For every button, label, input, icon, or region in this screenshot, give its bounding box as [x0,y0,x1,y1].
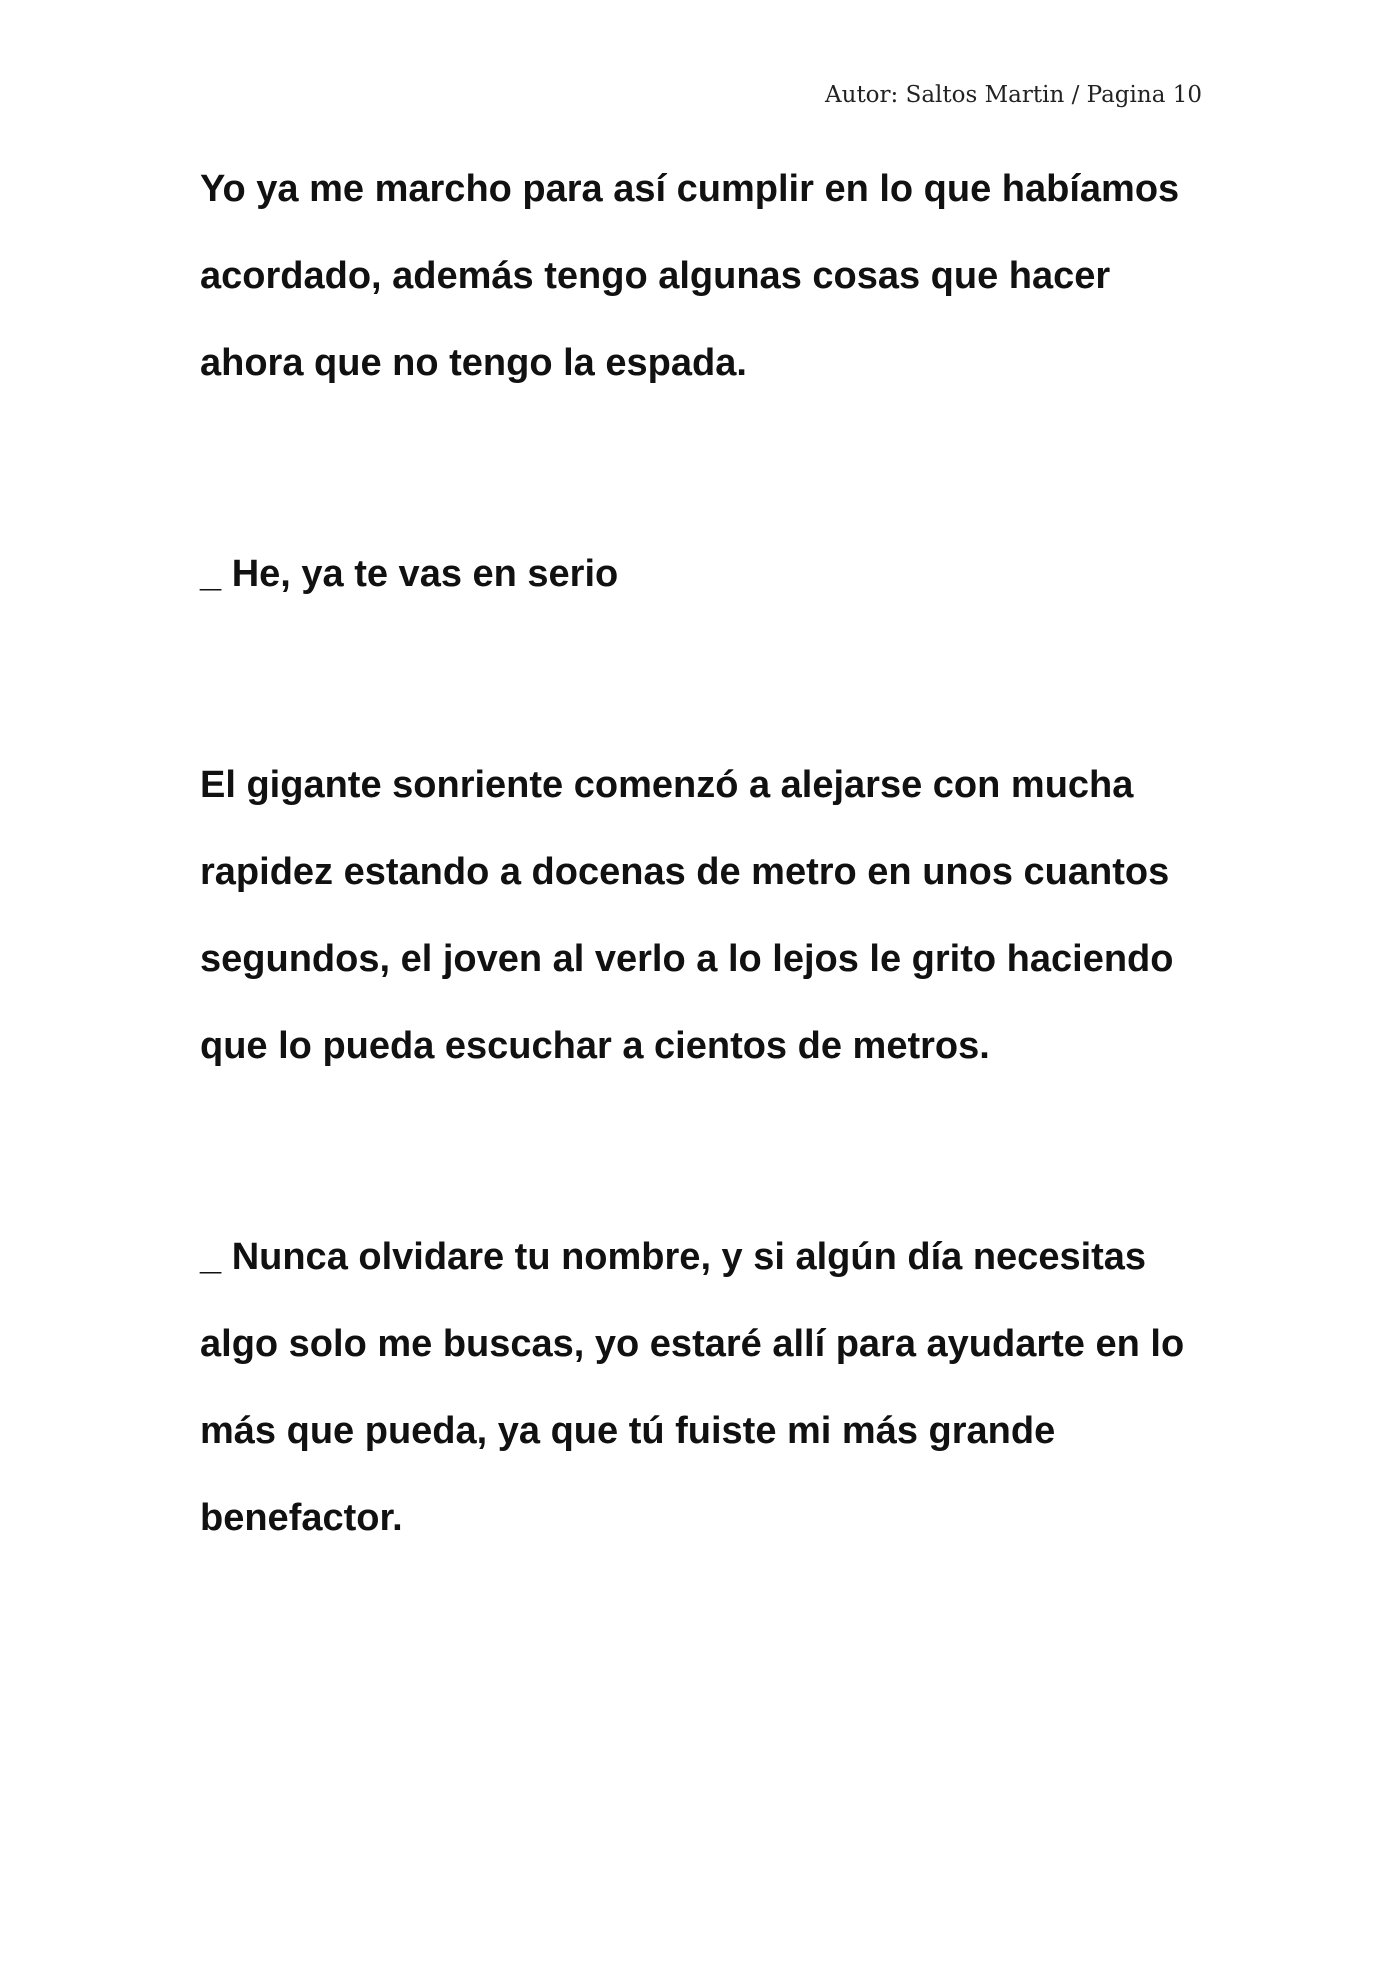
paragraph-gap [200,1102,1200,1226]
paragraph-1 [200,158,1200,419]
paragraph-3 [200,754,1200,1102]
paragraph-gap [200,630,1200,754]
paragraph-2 [200,543,1200,630]
text-line: benefactor. [200,1497,403,1539]
text-line: rapidez estando a docenas de metro en unos cuantos [200,851,1170,893]
text-line: más que pueda, ya que tú fuiste mi más grande [200,1410,1056,1452]
text-line: _ Nunca olvidare tu nombre, y si algún día necesitas [200,1236,1147,1278]
body-text [200,158,1200,1574]
text-line: acordado, además tengo algunas cosas que hacer [200,255,1111,297]
text-line: Yo ya me marcho para así cumplir en lo que habíamos [200,168,1180,210]
running-header: Autor: Saltos Martin / Pagina 10 [825,82,1202,108]
text-line: algo solo me buscas, yo estaré allí para ayudarte en lo [200,1323,1185,1365]
text-line: segundos, el joven al verlo a lo lejos le grito haciendo [200,938,1174,980]
text-line: _ He, ya te vas en serio [200,553,619,595]
text-line: El gigante sonriente comenzó a alejarse con mucha [200,764,1134,806]
paragraph-gap [200,419,1200,543]
text-line: ahora que no tengo la espada. [200,342,747,384]
text-line: que lo pueda escuchar a cientos de metros. [200,1025,990,1067]
paragraph-4 [200,1226,1200,1574]
